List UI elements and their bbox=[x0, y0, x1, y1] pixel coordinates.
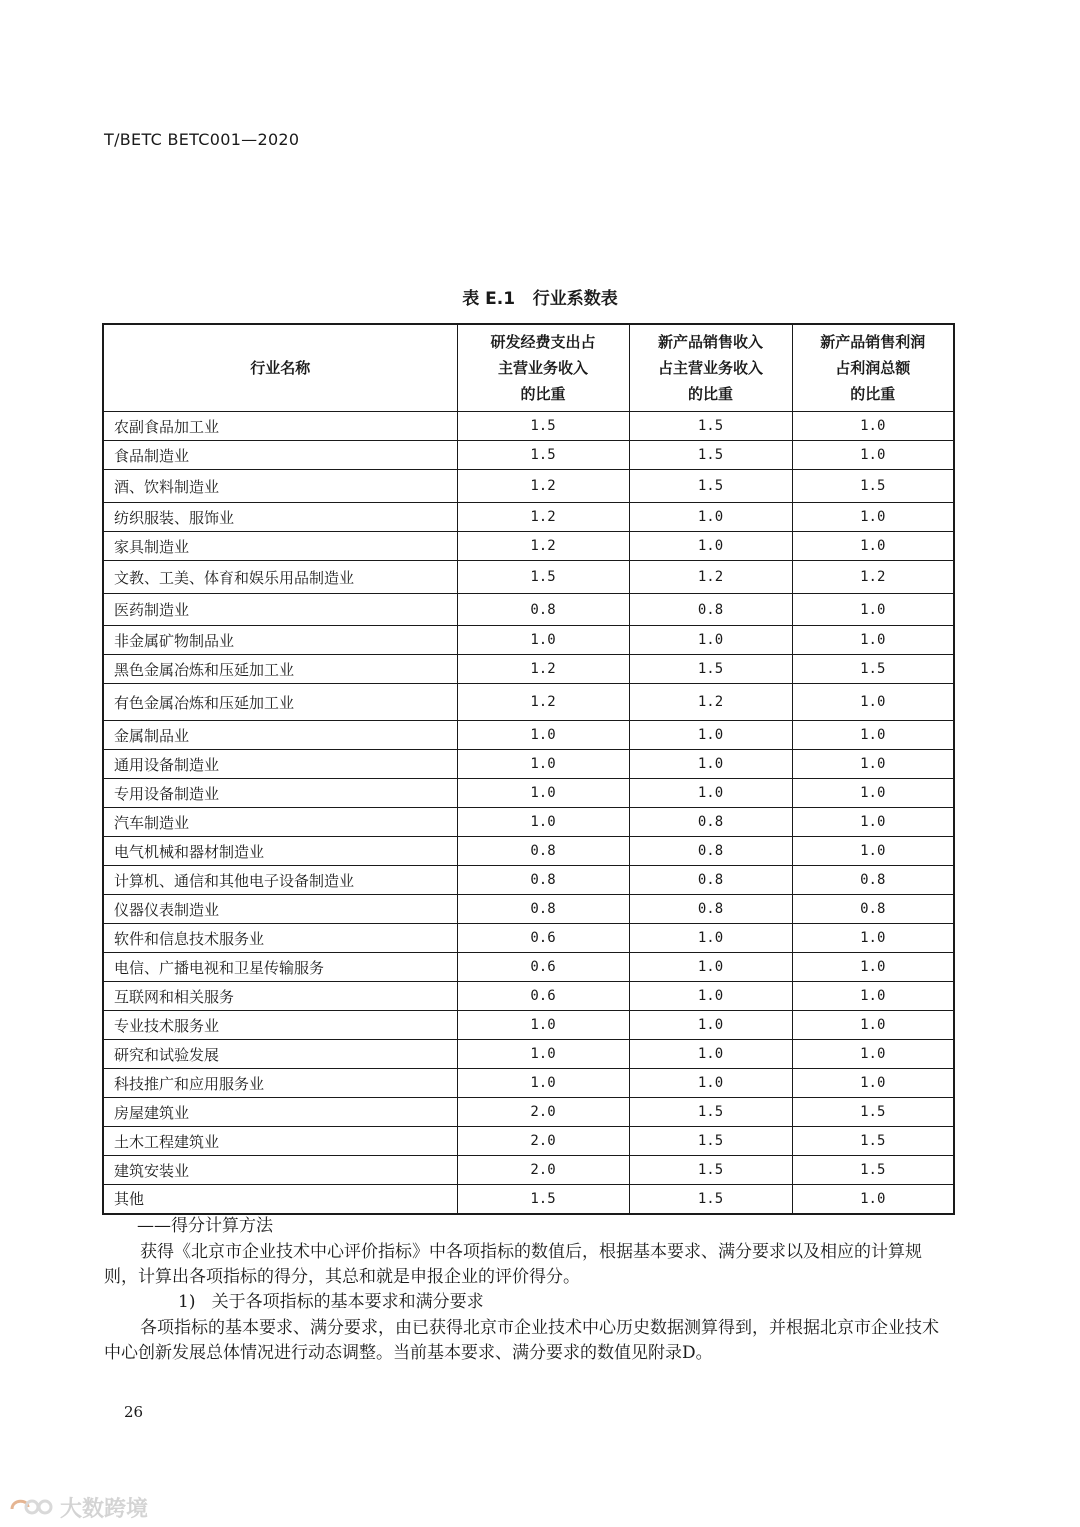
rd-ratio-cell: 1.0 bbox=[457, 779, 629, 808]
industry-name-cell: 电气机械和器材制造业 bbox=[103, 837, 457, 866]
industry-name-cell: 软件和信息技术服务业 bbox=[103, 924, 457, 953]
rd-ratio-cell: 0.8 bbox=[457, 837, 629, 866]
industry-name-cell: 土木工程建筑业 bbox=[103, 1127, 457, 1156]
sales-ratio-cell: 1.2 bbox=[629, 684, 792, 721]
column-header-new-product-sales-ratio: 新产品销售收入 占主营业务收入 的比重 bbox=[629, 324, 792, 412]
industry-name-cell: 建筑安装业 bbox=[103, 1156, 457, 1185]
table-row bbox=[103, 441, 954, 470]
sales-ratio-cell: 1.5 bbox=[629, 655, 792, 684]
table-title: 表 E.1 行业系数表 bbox=[462, 289, 618, 309]
profit-ratio-cell: 1.2 bbox=[792, 561, 954, 594]
column-header-industry: 行业名称 bbox=[103, 324, 457, 412]
profit-ratio-cell: 1.0 bbox=[792, 779, 954, 808]
rd-ratio-cell: 0.8 bbox=[457, 594, 629, 626]
table-row bbox=[103, 750, 954, 779]
profit-ratio-cell: 0.8 bbox=[792, 895, 954, 924]
industry-coefficient-table bbox=[102, 323, 955, 1215]
watermark-text: 大数跨境 bbox=[60, 1497, 149, 1522]
sales-ratio-cell: 1.5 bbox=[629, 1098, 792, 1127]
table-row bbox=[103, 503, 954, 532]
profit-ratio-cell: 1.5 bbox=[792, 470, 954, 503]
table-row bbox=[103, 412, 954, 441]
rd-ratio-cell: 1.0 bbox=[457, 626, 629, 655]
profit-ratio-cell: 1.0 bbox=[792, 412, 954, 441]
industry-name-cell: 研究和试验发展 bbox=[103, 1040, 457, 1069]
column-header-rd-ratio: 研发经费支出占 主营业务收入 的比重 bbox=[457, 324, 629, 412]
sales-ratio-cell: 1.5 bbox=[629, 412, 792, 441]
profit-ratio-cell: 1.0 bbox=[792, 953, 954, 982]
rd-ratio-cell: 1.2 bbox=[457, 532, 629, 561]
sales-ratio-cell: 1.0 bbox=[629, 953, 792, 982]
table-row bbox=[103, 594, 954, 626]
industry-name-cell: 酒、饮料制造业 bbox=[103, 470, 457, 503]
table-row bbox=[103, 1040, 954, 1069]
industry-name-cell: 通用设备制造业 bbox=[103, 750, 457, 779]
table-row bbox=[103, 655, 954, 684]
table-row bbox=[103, 1127, 954, 1156]
table-row bbox=[103, 837, 954, 866]
profit-ratio-cell: 1.0 bbox=[792, 721, 954, 750]
sales-ratio-cell: 0.8 bbox=[629, 808, 792, 837]
profit-ratio-cell: 1.0 bbox=[792, 594, 954, 626]
rd-ratio-cell: 1.2 bbox=[457, 684, 629, 721]
sales-ratio-cell: 1.0 bbox=[629, 1011, 792, 1040]
sales-ratio-cell: 1.2 bbox=[629, 561, 792, 594]
sales-ratio-cell: 1.0 bbox=[629, 721, 792, 750]
sales-ratio-cell: 0.8 bbox=[629, 895, 792, 924]
sales-ratio-cell: 1.0 bbox=[629, 532, 792, 561]
rd-ratio-cell: 1.2 bbox=[457, 470, 629, 503]
industry-name-cell: 金属制品业 bbox=[103, 721, 457, 750]
industry-name-cell: 科技推广和应用服务业 bbox=[103, 1069, 457, 1098]
table-row bbox=[103, 684, 954, 721]
table-body bbox=[103, 412, 954, 1214]
profit-ratio-cell: 1.5 bbox=[792, 1127, 954, 1156]
table-row bbox=[103, 866, 954, 895]
table-row bbox=[103, 808, 954, 837]
sales-ratio-cell: 1.5 bbox=[629, 441, 792, 470]
sales-ratio-cell: 1.0 bbox=[629, 1069, 792, 1098]
watermark bbox=[8, 1492, 148, 1523]
industry-name-cell: 电信、广播电视和卫星传输服务 bbox=[103, 953, 457, 982]
document-code: T/BETC BETC001—2020 bbox=[104, 130, 300, 149]
subheading-requirements: 1) 关于各项指标的基本要求和满分要求 bbox=[178, 1292, 484, 1312]
table-row bbox=[103, 1069, 954, 1098]
sales-ratio-cell: 1.0 bbox=[629, 1040, 792, 1069]
table-row bbox=[103, 1098, 954, 1127]
rd-ratio-cell: 1.2 bbox=[457, 655, 629, 684]
rd-ratio-cell: 0.6 bbox=[457, 953, 629, 982]
rd-ratio-cell: 1.5 bbox=[457, 561, 629, 594]
industry-name-cell: 房屋建筑业 bbox=[103, 1098, 457, 1127]
industry-name-cell: 农副食品加工业 bbox=[103, 412, 457, 441]
industry-name-cell: 汽车制造业 bbox=[103, 808, 457, 837]
industry-name-cell: 家具制造业 bbox=[103, 532, 457, 561]
industry-name-cell: 其他 bbox=[103, 1185, 457, 1214]
table-row bbox=[103, 1185, 954, 1214]
sales-ratio-cell: 1.0 bbox=[629, 924, 792, 953]
industry-name-cell: 黑色金属冶炼和压延加工业 bbox=[103, 655, 457, 684]
sales-ratio-cell: 1.5 bbox=[629, 470, 792, 503]
profit-ratio-cell: 1.5 bbox=[792, 1156, 954, 1185]
profit-ratio-cell: 1.0 bbox=[792, 924, 954, 953]
rd-ratio-cell: 1.0 bbox=[457, 750, 629, 779]
industry-name-cell: 专业技术服务业 bbox=[103, 1011, 457, 1040]
industry-name-cell: 非金属矿物制品业 bbox=[103, 626, 457, 655]
method-heading: ——得分计算方法 bbox=[137, 1216, 273, 1236]
profit-ratio-cell: 1.0 bbox=[792, 626, 954, 655]
profit-ratio-cell: 1.0 bbox=[792, 837, 954, 866]
profit-ratio-cell: 1.0 bbox=[792, 1040, 954, 1069]
sales-ratio-cell: 1.0 bbox=[629, 626, 792, 655]
profit-ratio-cell: 0.8 bbox=[792, 866, 954, 895]
industry-name-cell: 专用设备制造业 bbox=[103, 779, 457, 808]
rd-ratio-cell: 2.0 bbox=[457, 1098, 629, 1127]
rd-ratio-cell: 1.5 bbox=[457, 441, 629, 470]
profit-ratio-cell: 1.0 bbox=[792, 982, 954, 1011]
watermark-logo-icon bbox=[8, 1493, 54, 1523]
profit-ratio-cell: 1.0 bbox=[792, 1185, 954, 1214]
rd-ratio-cell: 1.2 bbox=[457, 503, 629, 532]
rd-ratio-cell: 1.0 bbox=[457, 808, 629, 837]
table-row bbox=[103, 895, 954, 924]
table-row bbox=[103, 721, 954, 750]
profit-ratio-cell: 1.0 bbox=[792, 532, 954, 561]
rd-ratio-cell: 2.0 bbox=[457, 1156, 629, 1185]
industry-name-cell: 文教、工美、体育和娱乐用品制造业 bbox=[103, 561, 457, 594]
rd-ratio-cell: 1.5 bbox=[457, 412, 629, 441]
sales-ratio-cell: 1.0 bbox=[629, 750, 792, 779]
sales-ratio-cell: 1.5 bbox=[629, 1185, 792, 1214]
table-row bbox=[103, 779, 954, 808]
profit-ratio-cell: 1.0 bbox=[792, 684, 954, 721]
sales-ratio-cell: 0.8 bbox=[629, 594, 792, 626]
table-row bbox=[103, 470, 954, 503]
industry-name-cell: 仪器仪表制造业 bbox=[103, 895, 457, 924]
rd-ratio-cell: 0.6 bbox=[457, 924, 629, 953]
profit-ratio-cell: 1.5 bbox=[792, 655, 954, 684]
profit-ratio-cell: 1.0 bbox=[792, 503, 954, 532]
table-row bbox=[103, 626, 954, 655]
industry-name-cell: 有色金属冶炼和压延加工业 bbox=[103, 684, 457, 721]
profit-ratio-cell: 1.5 bbox=[792, 1098, 954, 1127]
sales-ratio-cell: 1.0 bbox=[629, 982, 792, 1011]
industry-name-cell: 医药制造业 bbox=[103, 594, 457, 626]
industry-name-cell: 食品制造业 bbox=[103, 441, 457, 470]
profit-ratio-cell: 1.0 bbox=[792, 808, 954, 837]
table-row bbox=[103, 953, 954, 982]
table-row bbox=[103, 924, 954, 953]
rd-ratio-cell: 1.0 bbox=[457, 1040, 629, 1069]
rd-ratio-cell: 1.0 bbox=[457, 1011, 629, 1040]
rd-ratio-cell: 1.0 bbox=[457, 721, 629, 750]
rd-ratio-cell: 0.8 bbox=[457, 895, 629, 924]
page-number: 26 bbox=[124, 1403, 144, 1421]
rd-ratio-cell: 0.8 bbox=[457, 866, 629, 895]
sales-ratio-cell: 1.0 bbox=[629, 779, 792, 808]
rd-ratio-cell: 1.5 bbox=[457, 1185, 629, 1214]
industry-name-cell: 互联网和相关服务 bbox=[103, 982, 457, 1011]
industry-name-cell: 计算机、通信和其他电子设备制造业 bbox=[103, 866, 457, 895]
sales-ratio-cell: 1.0 bbox=[629, 503, 792, 532]
rd-ratio-cell: 0.6 bbox=[457, 982, 629, 1011]
sales-ratio-cell: 1.5 bbox=[629, 1156, 792, 1185]
profit-ratio-cell: 1.0 bbox=[792, 1069, 954, 1098]
rd-ratio-cell: 2.0 bbox=[457, 1127, 629, 1156]
profit-ratio-cell: 1.0 bbox=[792, 1011, 954, 1040]
paragraph-requirements: 各项指标的基本要求、满分要求，由已获得北京市企业技术中心历史数据测算得到，并根据北京市企业技术中心创新发展总体情况进行动态调整。当前基本要求、满分要求的数值见附录D。 bbox=[104, 1318, 939, 1363]
profit-ratio-cell: 1.0 bbox=[792, 441, 954, 470]
industry-name-cell: 纺织服装、服饰业 bbox=[103, 503, 457, 532]
table-row bbox=[103, 1156, 954, 1185]
paragraph-scoring: 获得《北京市企业技术中心评价指标》中各项指标的数值后，根据基本要求、满分要求以及相应的计算规则，计算出各项指标的得分，其总和就是申报企业的评价得分。 bbox=[104, 1242, 922, 1287]
table-row bbox=[103, 561, 954, 594]
table-header-row bbox=[103, 324, 954, 412]
table-row bbox=[103, 532, 954, 561]
sales-ratio-cell: 1.5 bbox=[629, 1127, 792, 1156]
rd-ratio-cell: 1.0 bbox=[457, 1069, 629, 1098]
table-row bbox=[103, 1011, 954, 1040]
sales-ratio-cell: 0.8 bbox=[629, 866, 792, 895]
table-row bbox=[103, 982, 954, 1011]
profit-ratio-cell: 1.0 bbox=[792, 750, 954, 779]
sales-ratio-cell: 0.8 bbox=[629, 837, 792, 866]
column-header-new-product-profit-ratio: 新产品销售利润 占利润总额 的比重 bbox=[792, 324, 954, 412]
